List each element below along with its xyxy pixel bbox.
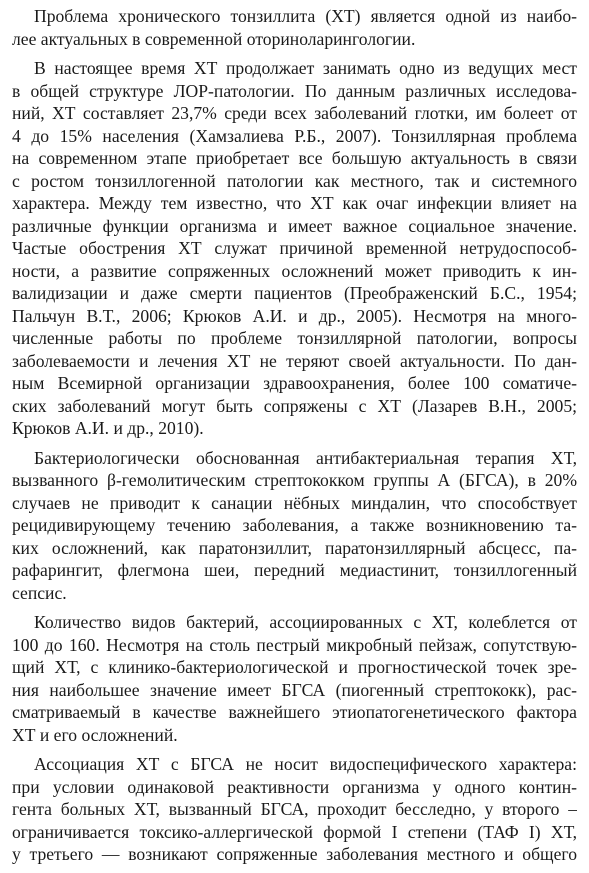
text-line: характера. Между тем известно, что ХТ как очаг инфекции влияет на	[12, 193, 577, 213]
paragraph-2	[12, 57, 577, 440]
text-line: 100 до 160. Несмотря на столь пестрый микробный пейзаж, сопутствую-	[12, 634, 577, 655]
text-line: рецидивирующему течению заболевания, а также возникновению та-	[12, 515, 577, 535]
text-line: ограничивается токсико-аллергической формой I степени (ТАФ I) ХТ,	[12, 821, 577, 842]
text-line: случаев не приводит к санации нёбных миндалин, что способствует	[12, 492, 577, 513]
text-line: гента больных ХТ, вызванный БГСА, проходит бесследно, у второго –	[12, 799, 577, 819]
text-line: Крюков А.И. и др., 2010).	[12, 418, 204, 438]
text-line: численные работы по проблеме тонзиллярной патологии, вопросы	[12, 328, 577, 348]
text-line: ности, а развитие сопряженных осложнений может приводить к ин-	[12, 260, 577, 281]
paragraph-4	[12, 611, 577, 746]
text-line: ких осложнений, как паратонзиллит, паратонзиллярный абсцесс, па-	[12, 537, 577, 558]
paragraph-3	[12, 447, 577, 605]
text-line: рафарингит, флегмона шеи, передний медиастинит, тонзиллогенный	[12, 560, 577, 580]
text-line: сепсис.	[12, 582, 67, 603]
text-line: ХТ и его осложнений.	[12, 724, 178, 745]
text-line: различные функции организма и имеет важное социальное значение.	[12, 215, 577, 236]
text-line: щий ХТ, с клинико-бактериологической и прогностической точек зре-	[12, 657, 577, 677]
text-line: вызванного β-гемолитическим стрептококком группы А (БГСА), в 20%	[12, 470, 577, 490]
text-line: Ассоциация ХТ с БГСА не носит видоспецифического характера:	[34, 754, 577, 774]
text-line: 4 до 15% населения (Хамзалиева Р.Б., 2007). Тонзиллярная проблема	[12, 125, 577, 146]
text-line: лее актуальных в современной оториноларингологии.	[12, 28, 416, 49]
text-line: сматриваемый в качестве важнейшего этиопатогенетического фактора	[12, 702, 577, 722]
paragraph-1	[12, 5, 577, 50]
text-line: ния наибольшее значение имеет БГСА (пиогенный стрептококк), рас-	[12, 679, 577, 700]
text-line: у третьего — возникают сопряженные заболевания местного и общего	[12, 844, 577, 864]
text-line: ских заболеваний могут быть сопряжены с ХТ (Лазарев В.Н., 2005;	[12, 395, 577, 416]
text-line: Пальчун В.Т., 2006; Крюков А.И. и др., 2005). Несмотря на много-	[12, 305, 577, 326]
text-line: при условии одинаковой реактивности организма у одного контин-	[12, 776, 577, 797]
paragraph-5	[12, 753, 577, 866]
text-line: в общей структуре ЛОР-патологии. По данным различных исследова-	[12, 80, 577, 101]
text-line: Бактериологически обоснованная антибактериальная терапия ХТ,	[34, 447, 577, 468]
document-page	[12, 5, 577, 873]
text-line: с ростом тонзиллогенной патологии как местного, так и системного	[12, 170, 577, 191]
text-line: на современном этапе приобретает все большую актуальность в связи	[12, 148, 577, 168]
text-line: валидизации и даже смерти пациентов (Преображенский Б.С., 1954;	[12, 283, 577, 303]
text-line: ний, ХТ составляет 23,7% среди всех заболеваний глотки, им болеет от	[12, 103, 577, 123]
text-line: ным Всемирной организации здравоохранения, более 100 соматиче-	[12, 373, 577, 393]
text-line: заболеваемости и лечения ХТ не теряют своей актуальности. По дан-	[12, 350, 577, 371]
text-line: В настоящее время ХТ продолжает занимать одно из ведущих мест	[34, 58, 577, 78]
text-line: Количество видов бактерий, ассоциированных с ХТ, колеблется от	[34, 612, 577, 632]
text-line: Проблема хронического тонзиллита (ХТ) является одной из наибо-	[34, 6, 577, 26]
text-line: Частые обострения ХТ служат причиной временной нетрудоспособ-	[12, 238, 577, 258]
